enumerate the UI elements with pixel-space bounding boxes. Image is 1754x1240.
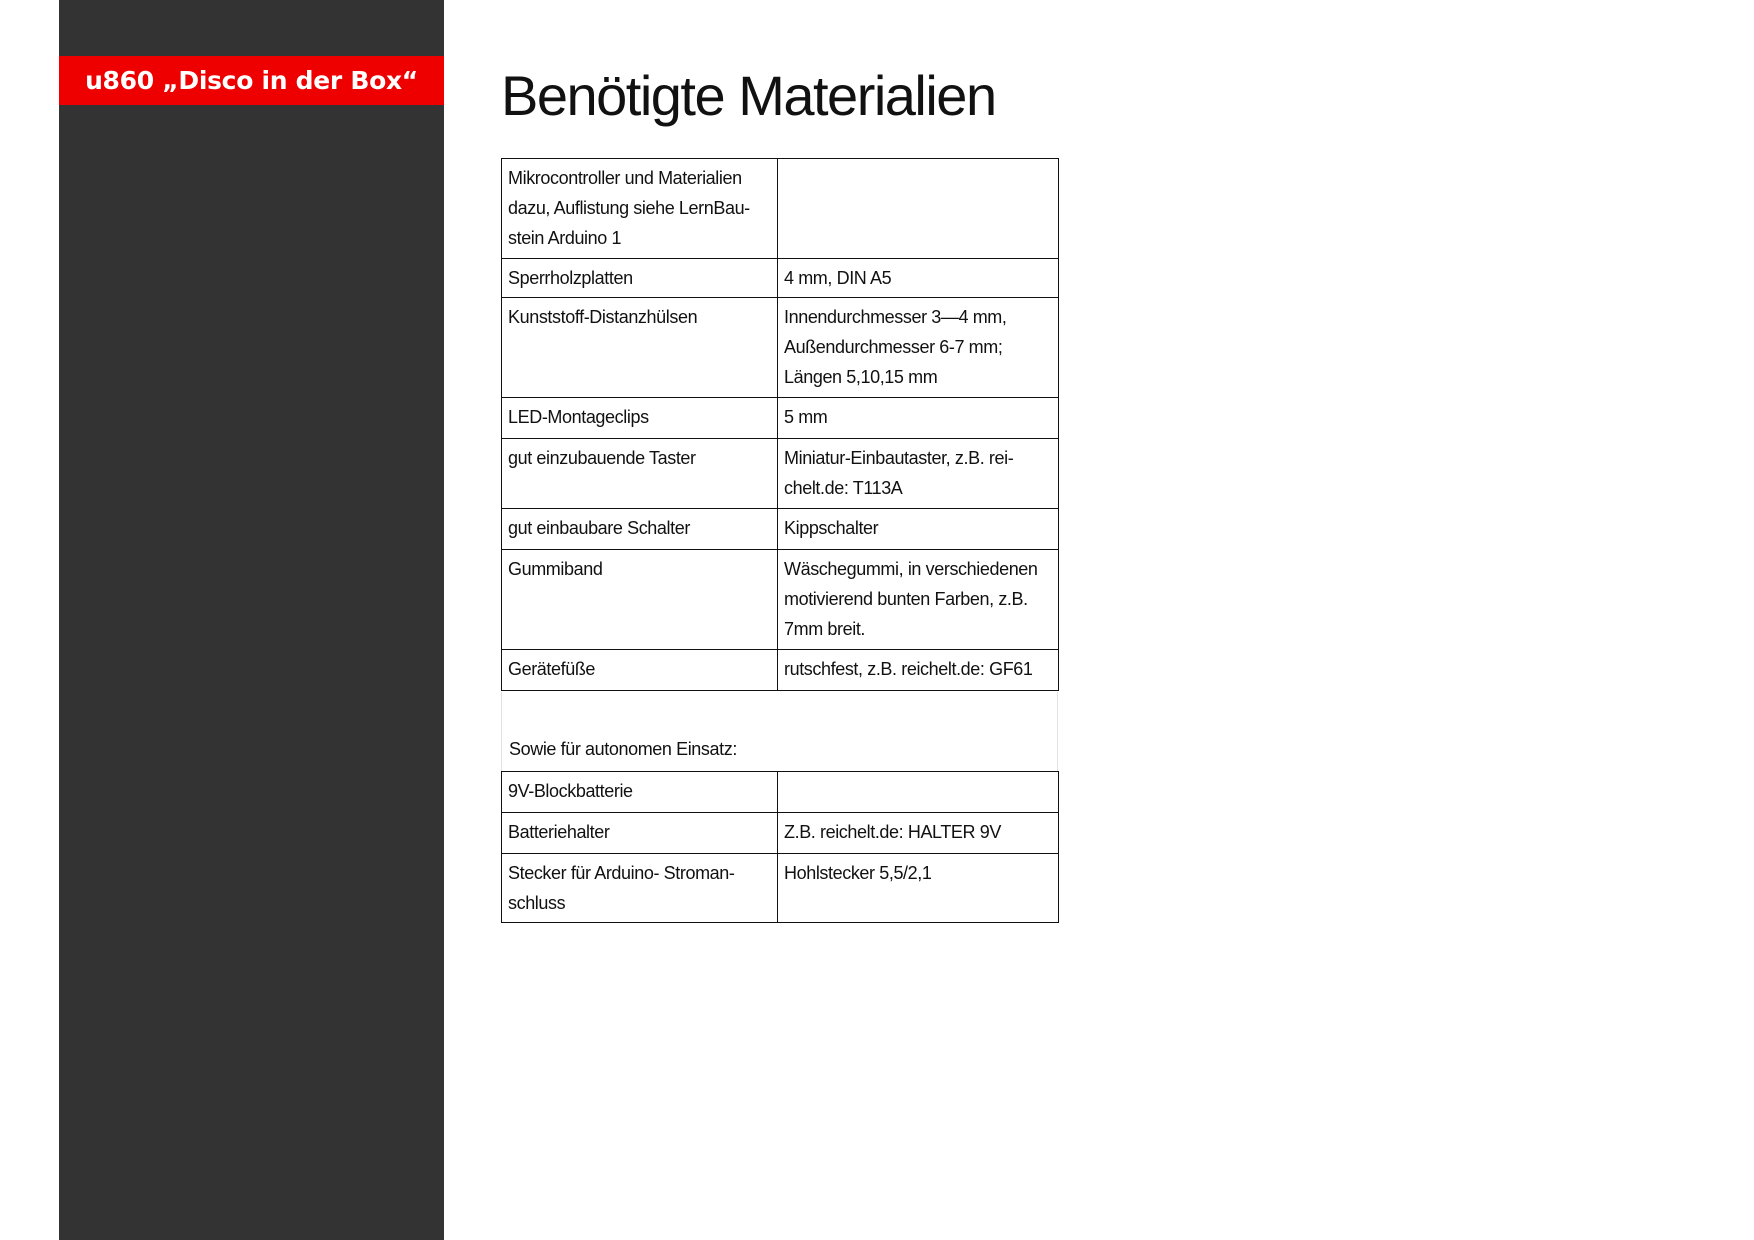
material-spec-cell: Innendurchmesser 3—4 mm, Außendurchmesser 6-7 mm; Längen 5,10,15 mm (778, 298, 1059, 398)
material-spec-cell: 5 mm (778, 398, 1059, 439)
material-item-cell: Batteriehalter (502, 813, 778, 854)
material-item-cell: Gerätefüße (502, 650, 778, 691)
autonomous-use-note (501, 692, 1058, 771)
material-spec-cell: Kippschalter (778, 509, 1059, 550)
table-row (502, 772, 1059, 813)
table-row (502, 259, 1059, 298)
autonomous-materials-table (501, 771, 1059, 923)
material-item-cell: 9V-Blockbatterie (502, 772, 778, 813)
table-row (502, 159, 1059, 259)
material-item-cell: gut einbaubare Schalter (502, 509, 778, 550)
material-item-cell: Sperrholzplatten (502, 259, 778, 298)
table-row (502, 813, 1059, 854)
sidebar (59, 0, 444, 1240)
material-spec-cell: Z.B. reichelt.de: HALTER 9V (778, 813, 1059, 854)
table-row (502, 509, 1059, 550)
materials-table (501, 158, 1059, 691)
material-spec-cell: Miniatur-Einbautaster, z.B. rei-chelt.de: T113A (778, 439, 1059, 509)
material-item-cell: LED-Montageclips (502, 398, 778, 439)
material-item-cell: Stecker für Arduino- Stroman-schluss (502, 854, 778, 923)
material-spec-cell: 4 mm, DIN A5 (778, 259, 1059, 298)
material-item-cell: Kunststoff-Distanzhülsen (502, 298, 778, 398)
material-spec-cell: rutschfest, z.B. reichelt.de: GF61 (778, 650, 1059, 691)
material-item-cell: Mikrocontroller und Materialien dazu, Auflistung siehe LernBau-stein Arduino 1 (502, 159, 778, 259)
table-row (502, 298, 1059, 398)
table-row (502, 398, 1059, 439)
page-heading: Benötigte Materialien (501, 64, 996, 127)
table-row (502, 854, 1059, 923)
material-item-cell: Gummiband (502, 550, 778, 650)
material-spec-cell: Wäschegummi, in verschiedenen motivierend bunten Farben, z.B. 7mm breit. (778, 550, 1059, 650)
table-row (502, 550, 1059, 650)
section-note-text: Sowie für autonomen Einsatz: (509, 739, 737, 759)
table-row (502, 650, 1059, 691)
material-spec-cell: Hohlstecker 5,5/2,1 (778, 854, 1059, 923)
document-title-banner: u860 „Disco in der Box“ (59, 56, 444, 105)
table-row (502, 439, 1059, 509)
material-item-cell: gut einzubauende Taster (502, 439, 778, 509)
material-spec-cell (778, 772, 1059, 813)
material-spec-cell (778, 159, 1059, 259)
